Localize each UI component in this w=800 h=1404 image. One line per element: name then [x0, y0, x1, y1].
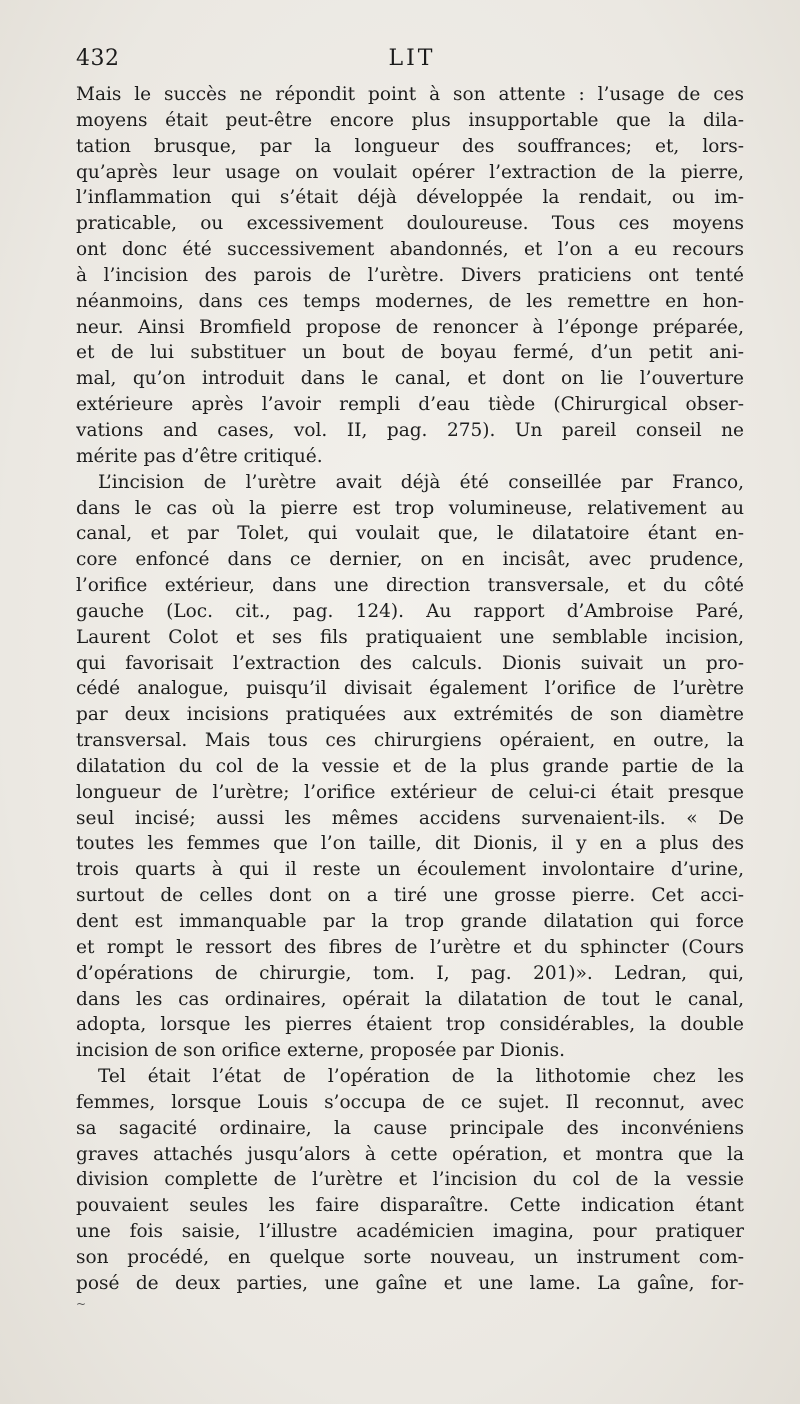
- running-head: LIT: [388, 46, 436, 71]
- text-line: femmes, lorsque Louis s’occupa de ce sujet. Il reconnut, avec: [76, 1091, 744, 1113]
- text-line: longueur de l’urètre; l’orifice extérieur de celui-ci était presque: [76, 781, 744, 803]
- text-line: neur. Ainsi Bromfield propose de renoncer à l’éponge préparée,: [76, 316, 744, 338]
- text-line: trois quarts à qui il reste un écoulement involontaire d’urine,: [76, 859, 744, 881]
- text-line: Mais le succès ne répondit point à son attente : l’usage de ces: [76, 84, 744, 105]
- text-line: d’opérations de chirurgie, tom. I, pag. 201)». Ledran, qui,: [76, 962, 744, 984]
- footer-mark: ~: [76, 1297, 87, 1311]
- text-line: core enfoncé dans ce dernier, on en incisât, avec prudence,: [76, 549, 744, 571]
- text-line: à l’incision des parois de l’urètre. Divers praticiens ont tenté: [76, 264, 744, 286]
- text-line: une fois saisie, l’illustre académicien imagina, pour pratiquer: [76, 1221, 744, 1243]
- text-line: dent est immanquable par la trop grande dilatation qui force: [76, 911, 744, 932]
- text-line: posé de deux parties, une gaîne et une lame. La gaîne, for-: [76, 1272, 744, 1294]
- page-number: 432: [76, 46, 120, 71]
- text-line: qui favorisait l’extraction des calculs. Dionis suivait un pro-: [76, 652, 744, 674]
- text-line: tation brusque, par la longueur des souffrances; et, lors-: [76, 135, 744, 157]
- text-line: toutes les femmes que l’on taille, dit Dionis, il y en a plus des: [76, 833, 744, 855]
- text-line: canal, et par Tolet, qui voulait que, le dilatatoire étant en-: [76, 523, 744, 545]
- text-line: gauche (Loc. cit., pag. 124). Au rapport d’Ambroise Paré,: [76, 600, 744, 622]
- text-line: néanmoins, dans ces temps modernes, de les remettre en hon-: [76, 290, 744, 312]
- text-line: seul incisé; aussi les mêmes accidens survenaient-ils. « De: [76, 807, 744, 829]
- text-line: graves attachés jusqu’alors à cette opération, et montra que la: [76, 1143, 744, 1165]
- text-line: et rompt le ressort des fibres de l’urètre et du sphincter (Cours: [76, 936, 744, 958]
- text-line: ont donc été successivement abandonnés, et l’on a eu recours: [76, 239, 744, 261]
- text-line: surtout de celles dont on a tiré une grosse pierre. Cet acci-: [76, 885, 744, 907]
- text-line: praticable, ou excessivement douloureuse. Tous ces moyens: [76, 213, 744, 235]
- text-line: mal, qu’on introduit dans le canal, et dont on lie l’ouverture: [76, 368, 744, 390]
- text-line: Laurent Colot et ses fils pratiquaient une semblable incision,: [76, 626, 744, 648]
- text-line: transversal. Mais tous ces chirurgiens opéraient, en outre, la: [76, 730, 744, 752]
- text-line: adopta, lorsque les pierres étaient trop considérables, la double: [76, 1014, 744, 1036]
- text-line: L’incision de l’urètre avait déjà été conseillée par Franco,: [98, 471, 744, 493]
- text-line: qu’après leur usage on voulait opérer l’extraction de la pierre,: [76, 161, 744, 183]
- text-line: l’inflammation qui s’était déjà développée la rendait, ou im-: [76, 187, 744, 209]
- text-line: cédé analogue, puisqu’il divisait également l’orifice de l’urètre: [76, 678, 744, 700]
- text-line: vations and cases, vol. II, pag. 275). Un pareil conseil ne: [76, 419, 744, 441]
- text-line: moyens était peut-être encore plus insupportable que la dila-: [76, 109, 744, 131]
- body-text: [76, 82, 744, 1297]
- text-line: Tel était l’état de l’opération de la lithotomie chez les: [98, 1066, 744, 1088]
- text-line: dans les cas ordinaires, opérait la dilatation de tout le canal,: [76, 988, 744, 1010]
- text-line: et de lui substituer un bout de boyau fermé, d’un petit ani-: [76, 342, 744, 364]
- text-line: pouvaient seules les faire disparaître. Cette indication étant: [76, 1195, 744, 1217]
- text-line: incision de son orifice externe, proposée par Dionis.: [76, 1040, 565, 1062]
- text-line: dans le cas où la pierre est trop volumineuse, relativement au: [76, 497, 744, 519]
- text-line: sa sagacité ordinaire, la cause principale des inconvéniens: [76, 1117, 744, 1139]
- text-line: l’orifice extérieur, dans une direction transversale, et du côté: [76, 575, 744, 597]
- text-line: par deux incisions pratiquées aux extrémités de son diamètre: [76, 704, 744, 726]
- text-line: mérite pas d’être critiqué.: [76, 445, 323, 467]
- text-line: division complette de l’urètre et l’incision du col de la vessie: [76, 1169, 744, 1191]
- text-line: son procédé, en quelque sorte nouveau, un instrument com-: [76, 1246, 744, 1268]
- page-header: [76, 46, 748, 78]
- text-line: extérieure après l’avoir rempli d’eau tiède (Chirurgical obser-: [76, 394, 744, 416]
- text-line: dilatation du col de la vessie et de la plus grande partie de la: [76, 755, 744, 777]
